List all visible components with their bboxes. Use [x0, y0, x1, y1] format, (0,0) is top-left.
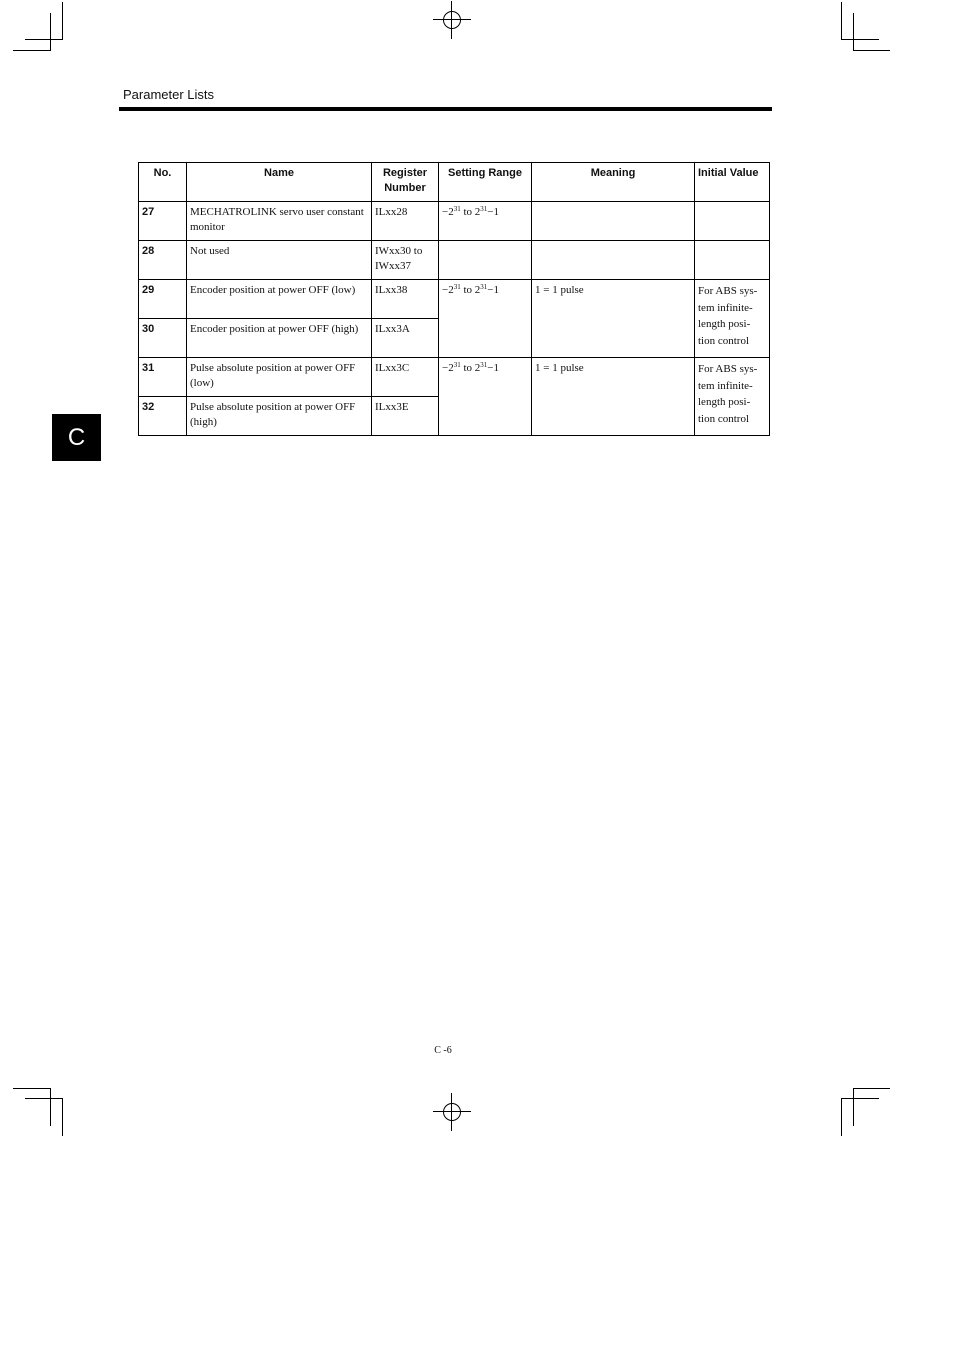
- cell-register: ILxx3A: [372, 319, 439, 358]
- cell-register: ILxx3C: [372, 358, 439, 397]
- cell-range: $-2^{31}$ to $2^{31}-1$: [439, 202, 532, 241]
- cell-name: Not used: [187, 241, 372, 280]
- cell-range: $-2^{31}$ to $2^{31}-1$: [439, 280, 532, 358]
- table-row: [139, 241, 770, 280]
- cell-range: [439, 241, 532, 280]
- crop-mark: [853, 13, 854, 51]
- cell-initial: For ABS sys-tem infinite-length posi-tion control: [695, 280, 770, 358]
- crop-mark: [841, 1098, 879, 1099]
- cell-no: 31: [139, 358, 187, 397]
- page-number: C -6: [434, 1045, 452, 1056]
- cell-initial: [695, 241, 770, 280]
- crop-mark: [25, 1098, 63, 1099]
- cell-meaning: 1 = 1 pulse: [532, 280, 695, 358]
- cell-meaning: [532, 202, 695, 241]
- cell-name: Pulse absolute position at power OFF (low): [187, 358, 372, 397]
- cell-register: IWxx30 to IWxx37: [372, 241, 439, 280]
- crop-mark: [13, 50, 50, 51]
- cell-meaning: 1 = 1 pulse: [532, 358, 695, 436]
- cell-initial: For ABS sys-tem infinite-length posi-tion control: [695, 358, 770, 436]
- column-header-register: Register Number: [372, 163, 439, 202]
- column-header-range: Setting Range: [439, 163, 532, 202]
- table-row: [139, 358, 770, 397]
- cell-meaning: [532, 241, 695, 280]
- cell-initial: [695, 202, 770, 241]
- crop-mark: [13, 1088, 50, 1089]
- cell-no: 29: [139, 280, 187, 319]
- cell-name: Encoder position at power OFF (low): [187, 280, 372, 319]
- crop-mark: [853, 1088, 854, 1126]
- crop-mark: [62, 2, 63, 40]
- cell-no: 28: [139, 241, 187, 280]
- cell-register: ILxx28: [372, 202, 439, 241]
- appendix-tab: C: [52, 414, 101, 461]
- column-header-initial: Initial Value: [695, 163, 770, 202]
- crop-mark: [841, 2, 842, 40]
- crop-mark: [853, 50, 890, 51]
- crop-mark: [50, 1088, 51, 1126]
- cell-no: 32: [139, 397, 187, 436]
- section-title: Parameter Lists: [123, 87, 215, 102]
- cell-register: ILxx3E: [372, 397, 439, 436]
- cell-register: ILxx38: [372, 280, 439, 319]
- table-header-row: [139, 163, 770, 202]
- registration-mark: [443, 11, 461, 29]
- crop-mark: [841, 1098, 842, 1136]
- registration-mark: [433, 19, 471, 20]
- crop-mark: [50, 13, 51, 51]
- crop-mark: [25, 39, 63, 40]
- registration-mark: [451, 1093, 452, 1131]
- registration-mark: [433, 1111, 471, 1112]
- column-header-meaning: Meaning: [532, 163, 695, 202]
- table-row: [139, 202, 770, 241]
- cell-no: 30: [139, 319, 187, 358]
- crop-mark: [62, 1098, 63, 1136]
- crop-mark: [841, 39, 879, 40]
- title-rule: [119, 107, 772, 111]
- cell-name: Encoder position at power OFF (high): [187, 319, 372, 358]
- cell-no: 27: [139, 202, 187, 241]
- cell-name: Pulse absolute position at power OFF (high): [187, 397, 372, 436]
- crop-mark: [853, 1088, 890, 1089]
- registration-mark: [443, 1103, 461, 1121]
- cell-range: $-2^{31}$ to $2^{31}-1$: [439, 358, 532, 436]
- column-header-name: Name: [187, 163, 372, 202]
- parameter-table: [138, 162, 770, 436]
- registration-mark: [451, 1, 452, 39]
- cell-name: MECHATROLINK servo user constant monitor: [187, 202, 372, 241]
- table-row: [139, 280, 770, 319]
- column-header-no: No.: [139, 163, 187, 202]
